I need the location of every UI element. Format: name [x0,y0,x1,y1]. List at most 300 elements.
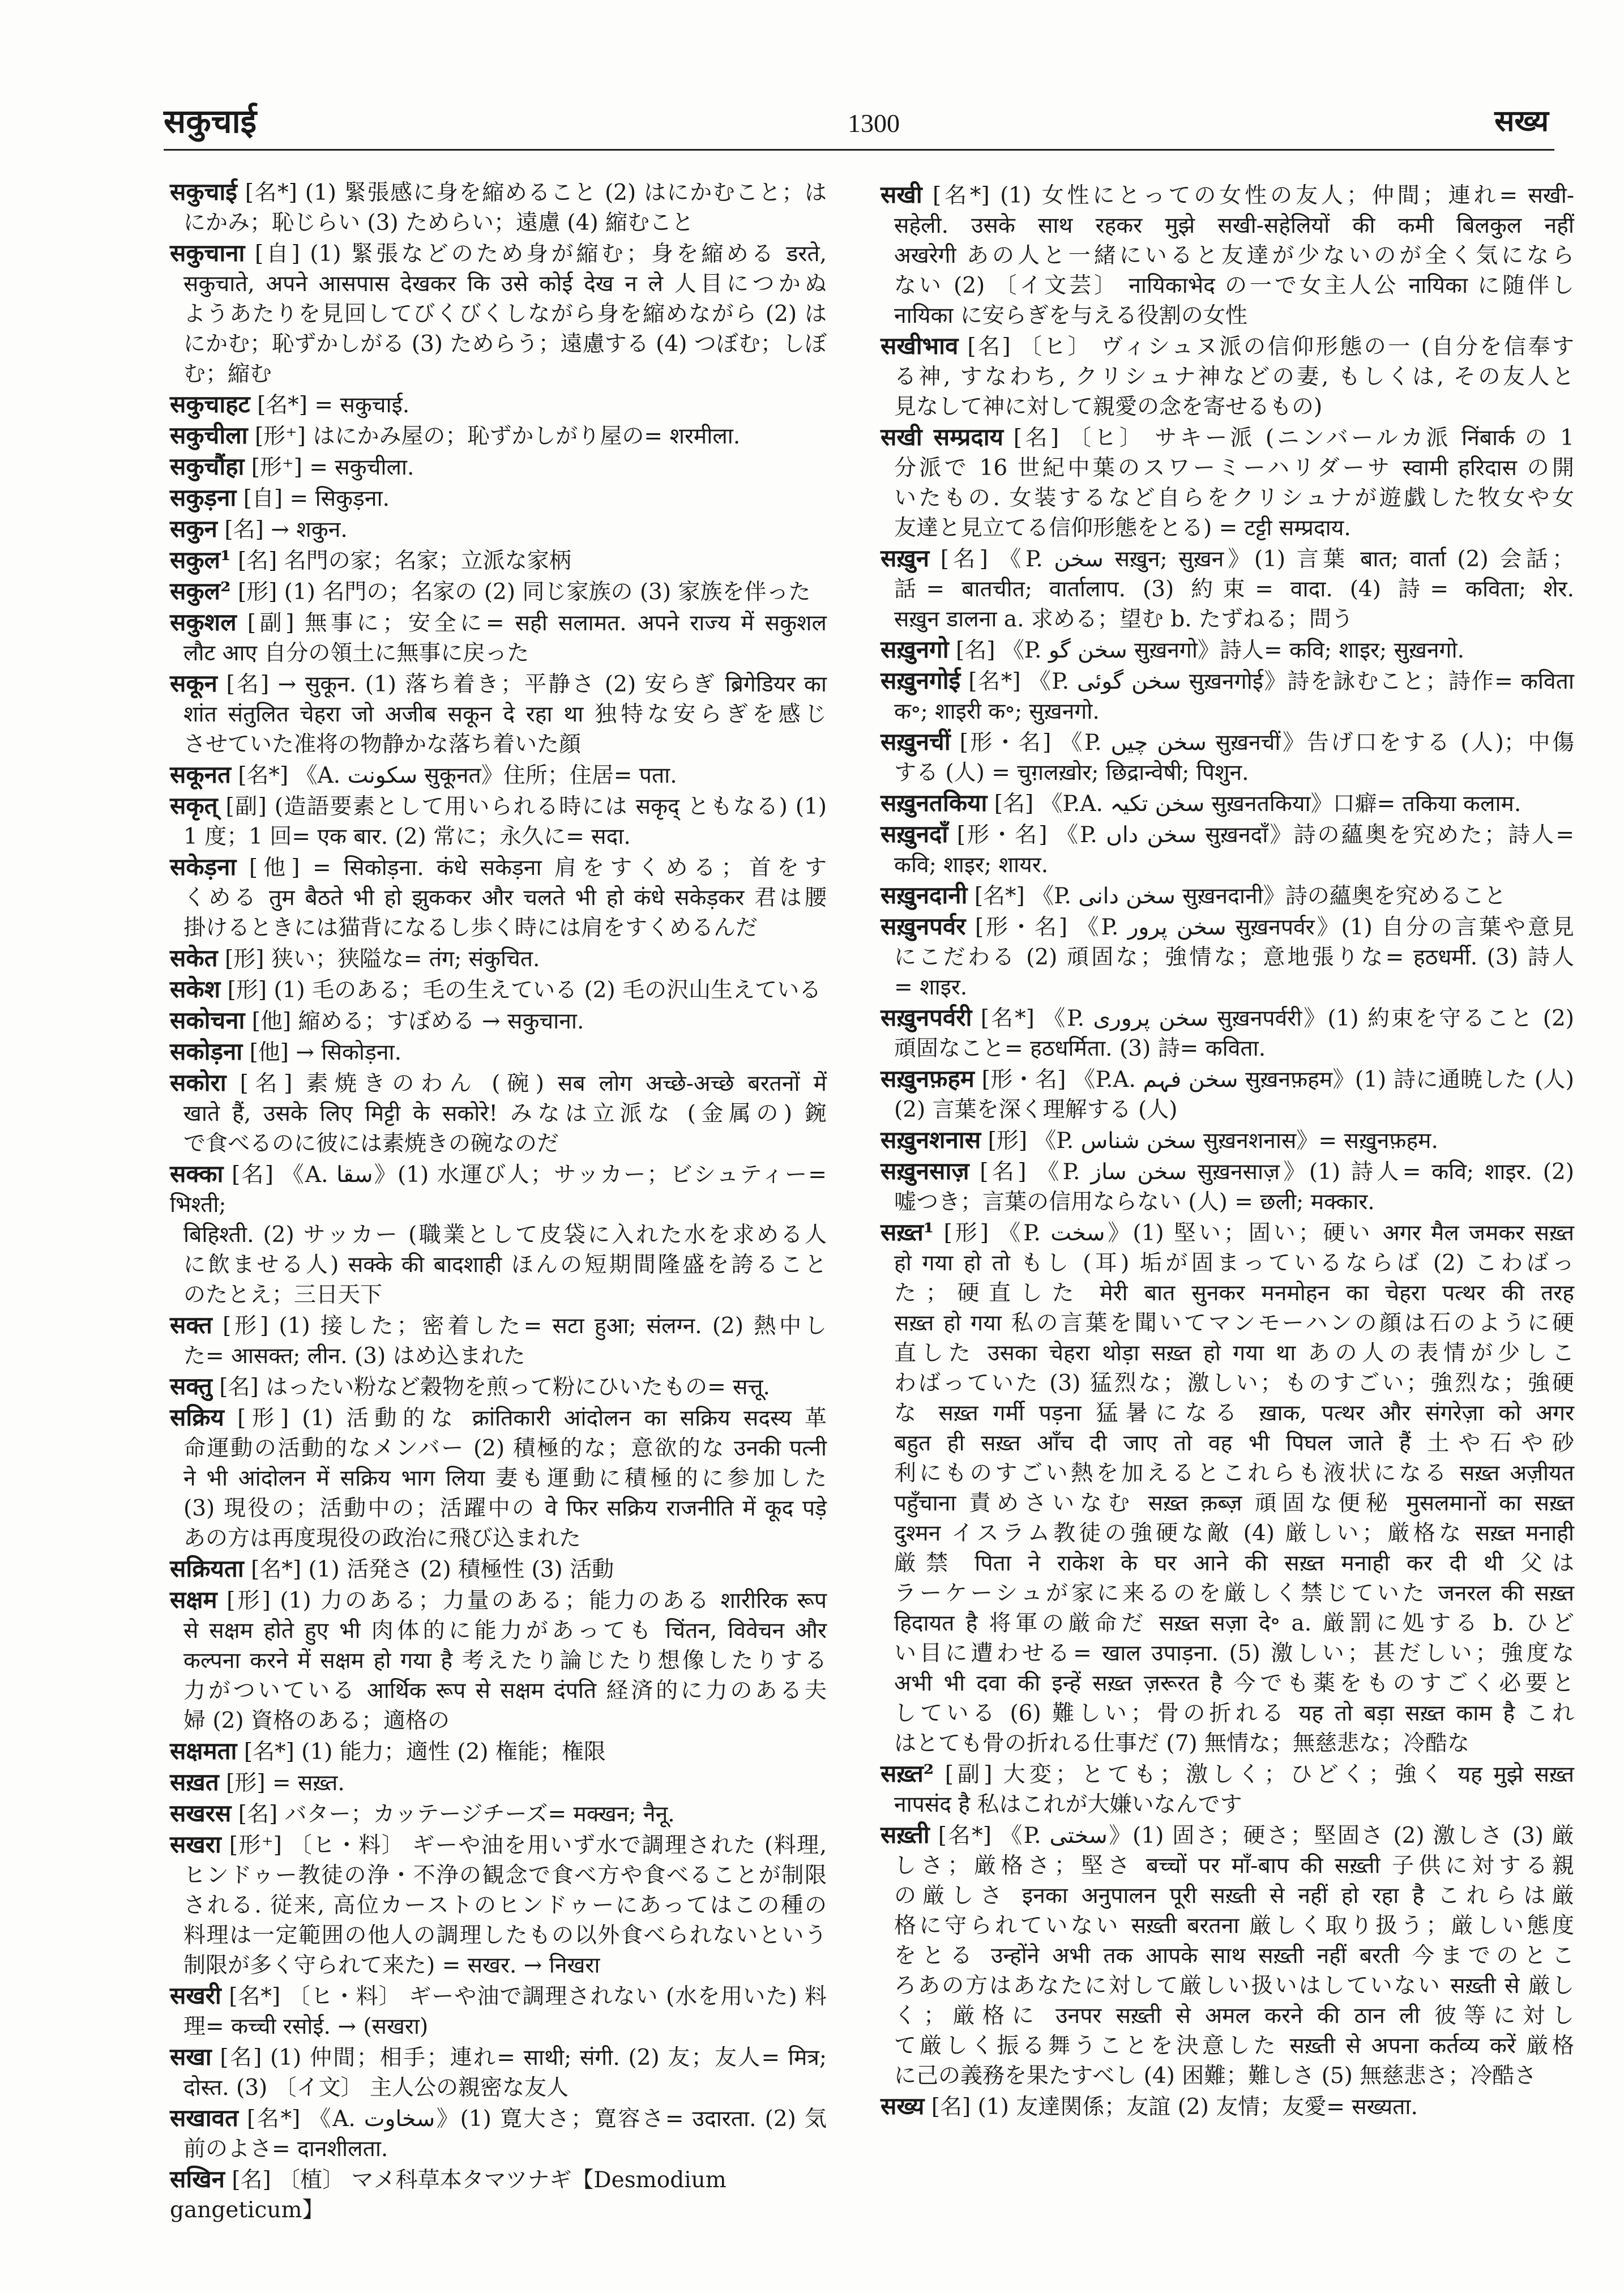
headword: सकुचाहट [170,390,250,418]
definition-text: [名] 素焼きのわん (碗) सब लोग अच्छे-अच्छे बरतनों में [240,1071,827,1096]
entry-line [881,819,1574,850]
dictionary-entry [170,1371,827,1402]
entry-line [881,1608,1574,1638]
definition-text: た= आसक्त; लीन. (3) はめ込まれた [183,1343,525,1369]
entry-line [170,974,827,1005]
entry-line [881,1458,1574,1488]
headword: सख़त [170,1768,219,1796]
headword: सक्त [170,1311,212,1339]
entry-line [170,1798,827,1829]
dictionary-entry [881,1002,1574,1064]
headword: सख़ुनगो [881,635,949,663]
definition-text: = शाइर. [894,975,968,1000]
entry-line [170,329,827,359]
entry-line [881,758,1574,788]
dictionary-entry [881,819,1574,880]
definition-text: に己の義務を果たすべし (4) 困難；難しさ (5) 無慈悲さ；冷酷さ [894,2063,1537,2089]
definition-text: いたもの. 女装するなど自らをクリシュナが遊戯した牧女や女 [894,485,1574,511]
entry-line [170,1829,827,1860]
definition-text: 話= बातचीत; वार्तालाप. (3) 約束= वादा. (4) 詩= कविता; शेर. [894,577,1574,602]
entry-line [881,727,1574,758]
entry-line [170,576,827,607]
definition-text: [名*] 《A. سخاوت》(1) 寛大さ；寛容さ= उदारता. (2) 気 [247,2106,827,2132]
entry-line [170,483,827,514]
headword: सख़ुनगोई [881,667,961,694]
entry-line [881,543,1574,574]
entry-line [881,1759,1574,1790]
definition-text: 命運動の活動的なメンバー (2) 積極的な；意欲的な उनकी पत्नी [183,1436,827,1461]
page-header [164,100,1554,147]
dictionary-entry [881,1759,1574,1820]
headword: सख़ुनपर्वर [881,912,966,940]
entry-line [170,1220,827,1250]
entry-line [170,943,827,974]
entry-line [881,1518,1574,1548]
definition-text: [名] バター；カッテージチーズ= मक्खन; नैनू. [238,1802,675,1827]
entry-line [881,665,1574,697]
entry-line [170,2042,827,2073]
dictionary-entry [170,759,827,791]
header-rule [164,149,1554,151]
definition-text: अखरेगी あの人と一緒にいると友達が少ないのが全く気になら [894,243,1574,268]
dictionary-entry [170,2164,827,2225]
definition-text: にかみ；恥じらい (3) ためらい；遠慮 (4) 縮むこと [183,210,694,236]
definition-text: て厳しく振る舞うことを決意した सख़्ती से अपना कर्तव्य करें 厳格 [894,2033,1574,2059]
definition-text: [自] = सिकुड़ना. [243,486,390,511]
entry-line [881,241,1574,271]
entry-line [881,1790,1574,1820]
definition-text: 厳禁 पिता ने राकेश के घर आने की सख़्त मनाही कर दी थी 父は [894,1551,1574,1576]
dictionary-entry [881,422,1574,543]
definition-text: にこだわる (2) 頑固な；強情な；意地張りな= हठधर्मी. (3) 詩人 [894,945,1574,970]
entry-line [170,1341,827,1371]
definition-text: ろあの方はあなたに対して厳しい扱いはしていない सख़्ती से 厳し [894,1973,1574,1999]
definition-text: しさ；厳格さ；堅さ बच्चों पर माँ-बाप की सख़्ती 子供に対する親 [894,1853,1574,1879]
dictionary-entry [170,1585,827,1736]
entry-line [170,822,827,852]
definition-text: [名] 〔ヒ〕 ヴィシュヌ派の信仰形態の一 (自分を信奉す [967,334,1574,360]
definition-text: बहुत ही सख़्त आँच दी जाए तो वह भी पिघल जाते हैं 土や石や砂 [894,1431,1574,1456]
entry-line [170,1920,827,1950]
dictionary-entry [170,1798,827,1829]
headword: सखिन [170,2165,225,2193]
dictionary-entry [881,543,1574,634]
definition-text: ようあたりを見回してびくびくしながら身を縮めながら (2) は [183,301,827,327]
entry-line [170,1250,827,1280]
headword: सकुशल [170,608,237,636]
definition-text: दोस्त. (3) 〔イ文〕 主人公の親密な友人 [183,2075,569,2101]
entry-line [170,1553,827,1585]
headword: सकून [170,669,217,697]
entry-line [881,972,1574,1002]
entry-line [170,1068,827,1099]
headword: सख़ुनतकिया [881,789,988,817]
entry-line [170,668,827,699]
entry-line [170,177,827,208]
entry-line [881,942,1574,972]
entry-line [881,1217,1574,1248]
entry-line [170,759,827,791]
headword: सकूनत [170,761,231,788]
definition-text: で食べるのに彼には素焼きの碗なのだ [183,1131,559,1156]
entry-line [881,331,1574,362]
definition-text: [名] 名門の家；名家；立派な家柄 [237,548,571,574]
entry-line [170,1981,827,2012]
entry-line [170,791,827,822]
entry-line [170,1706,827,1736]
definition-text: わばっていた (3) 猛烈な；激しい；ものすごい；強烈な；強硬 [894,1371,1574,1396]
headword: सखावत [170,2104,238,2132]
entry-line [170,1493,827,1523]
entry-line [170,1159,827,1220]
dictionary-entry [170,238,827,389]
entry-line [881,453,1574,483]
headword: सकुचीला [170,421,248,449]
entry-line [170,2103,827,2134]
dictionary-entry [881,665,1574,727]
definition-text: ने भी आंदोलन में सक्रिय भाग लिया 妻も運動に積極的に参加した [183,1466,827,1491]
dictionary-entry [170,576,827,607]
entry-line [881,1187,1574,1217]
definition-text: [名] (1) 仲間；相手；連れ= साथी; संगी. (2) 友；友人= मित्र; [220,2045,827,2071]
definition-text: ない (2) 〔イ文芸〕 नायिकाभेद の一で女主人公 नायिका に随伴し [894,273,1574,298]
definition-text: [形] (1) 接した；密着した= सटा हुआ; संलग्न. (2) 熱中し [223,1313,827,1339]
dictionary-entry [170,1981,827,2042]
definition-text: [名] 〔植〕 マメ科草本タマツナギ【Desmodium gangeticum】 [170,2167,726,2223]
definition-text: [名] → शकुन. [224,517,348,543]
definition-text: あの方は再度現役の政治に飛び込まれた [183,1526,582,1551]
entry-line [881,513,1574,543]
definition-text: [名*] 《P. سختی》(1) 固さ；硬さ；堅固さ (2) 激しさ (3) 厳 [938,1823,1574,1849]
definition-text: をとる उन्होंने अभी तक आपके साथ सख़्ती नहीं बरती 今までのとこ [894,1943,1574,1969]
dictionary-entry [170,1402,827,1553]
entry-line [881,2031,1574,2061]
definition-text: [他] 縮める；すぼめる → सकुचाना. [251,1009,584,1034]
dictionary-entry [170,1553,827,1585]
entry-line [881,1698,1574,1728]
definition-text: [名] 《P.A. سخن تکیہ सुख़नतकिया》口癖= तकिया कलाम. [994,791,1522,817]
headword: सक्रिय [170,1403,224,1431]
definition-text: はとても骨の折れる仕事だ (7) 無情な；無慈悲な；冷酷な [894,1731,1470,1756]
definition-text: हो गया हो तो もし (耳) 垢が固まっているならば (2) こわばっ [894,1250,1574,1276]
definition-text: 1 度；1 回= एक बार. (2) 常に；永久に= सदा. [183,824,631,850]
dictionary-entry [170,514,827,545]
entry-line [170,1676,827,1706]
dictionary-entry [170,1829,827,1981]
definition-text: な सख़्त गर्मी पड़ना 猛暑になる ख़ाक, पत्थर और संगरेज़ा को अगर [894,1401,1574,1426]
headword: सकुड़ना [170,484,237,511]
entry-line [170,1616,827,1646]
headword: सखरस [170,1799,232,1827]
definition-text: のたとえ；三日天下 [183,1282,383,1308]
entry-line [881,697,1574,727]
entry-line [170,420,827,451]
definition-text: [名*] (1) 活発さ (2) 積極性 (3) 活動 [251,1557,614,1582]
dictionary-entry [170,607,827,668]
entry-line [881,1002,1574,1034]
entry-line [170,1890,827,1920]
headword: सकुचौंहा [170,453,245,480]
entry-line [881,1728,1574,1759]
entry-line [881,180,1574,211]
headword: सकृत् [170,792,218,820]
entry-line [881,1278,1574,1308]
dictionary-entry [170,1736,827,1767]
headword: सख़ुनफ़हम [881,1065,975,1092]
entry-line [881,271,1574,301]
definition-text: ラーケーシュが家に来るのを厳しく禁じていた जनरल की सख़्त [894,1581,1574,1606]
entry-line [881,1851,1574,1881]
entry-line [170,1036,827,1068]
definition-text: [形] 《P. سخت》(1) 堅い；固い；硬い अगर मैल जमकर सख़्त [943,1220,1574,1246]
headword: सक्षमता [170,1737,237,1765]
dictionary-entry [881,2091,1574,2122]
headword: सकोरा [170,1069,226,1096]
entry-line [170,514,827,545]
entry-line [881,483,1574,513]
entry-line [170,1463,827,1493]
entry-line [170,2134,827,2164]
definition-text: [名*] 《P. سخن دانی सुख़नदानी》詩の蘊奥を究めること [974,883,1506,909]
entry-line [170,1767,827,1798]
definition-text: [名] 《P. سخن ساز सुख़नसाज़》(1) 詩人= कवि; शाइर. (2) [980,1159,1574,1185]
entry-line [881,911,1574,942]
entry-line [170,1280,827,1310]
entry-line [881,788,1574,819]
entry-line [881,1548,1574,1578]
headword: सख्य [881,2092,925,2120]
definition-text: (2) 言葉を深く理解する (人) [894,1097,1178,1122]
entry-line [170,545,827,576]
definition-text: に飲ませる人) सक्के की बादशाही ほんの短期間隆盛を誇ること [183,1252,827,1278]
definition-text: 見なして神に対して親愛の念を寄せるもの) [894,394,1323,420]
definition-text: 力がついている आर्थिक रूप से सक्षम दंपति 経済的に力のある夫 [183,1678,827,1704]
guide-word-left: सकुचाई [164,102,257,140]
entry-line [881,2001,1574,2031]
headword: सखरी [170,1982,221,2009]
dictionary-entry [881,1217,1574,1759]
definition-text: している (6) 難しい；骨の折れる यह तो बड़ा सख़्त काम है これ [894,1701,1574,1726]
entry-line [170,2164,827,2225]
headword: सख़ुनपर्वरी [881,1004,972,1031]
entry-line [881,2061,1574,2091]
headword: सख़ुनचीं [881,728,951,756]
definition-text: [他] → सिकोड़ना. [249,1040,402,1065]
headword: सकुन [170,515,217,543]
definition-text: む；縮む [183,361,272,387]
definition-text: ヒンドゥー教徒の浄・不浄の観念で食べ方や食べることが制限 [183,1863,827,1888]
definition-text: [名*] (1) 緊張感に身を縮めること (2) はにかむこと；は [245,180,827,206]
definition-text: [形] (1) 力のある；力量のある；能力のある शारीरिक रूप [226,1588,827,1614]
entry-line [170,852,827,883]
dictionary-entry [170,1159,827,1310]
entry-line [881,211,1574,241]
entry-line [170,1099,827,1129]
definition-text: る神, すなわち, クリシュナ神などの妻, もしくは, その友人と [894,364,1574,390]
dictionary-entry [170,1036,827,1068]
entry-line [881,422,1574,453]
definition-text: く；厳格に उनपर सख़्ती से अमल करने की ठान ली 彼等に対し [894,2003,1574,2029]
headword: सखा [170,2043,212,2071]
headword: सखीभाव [881,332,959,360]
dictionary-entry [881,788,1574,819]
definition-text: 料理は一定範囲の他人の調理したもの以外食べられないという [183,1923,827,1948]
headword: सखरा [170,1830,221,1858]
dictionary-entry [881,1820,1574,2091]
definition-text: क॰; शाइरी क॰; सुख़नगो. [894,699,1100,724]
entry-line [881,1820,1574,1851]
definition-text: [副] 無事に；安全に= सही सलामत. अपने राज्य में सकुशल [247,611,827,636]
entry-line [881,574,1574,604]
definition-text: सकुचाते, अपने आसपास देखकर कि उसे कोई देख न ले 人目につかぬ [183,271,827,297]
definition-text: 制限が多く守られて来た) = सखर. → निखरा [183,1953,600,1978]
dictionary-entry [881,1064,1574,1125]
headword: सकुचाना [170,239,245,267]
entry-line [170,2012,827,2042]
definition-text: 直した उसका चेहरा थोड़ा सख़्त हो गया था あの人の表情が少しこ [894,1341,1574,1366]
definition-text: [副] 大変；とても；激しく；ひどく；強く यह मुझे सख़्त [945,1762,1574,1787]
entry-line [881,392,1574,422]
dictionary-entry [170,1005,827,1036]
entry-line [170,883,827,913]
definition-text: [副] (造語要素として用いられる時には सकृद् ともなる) (1) [225,794,827,820]
entry-line [170,1860,827,1890]
dictionary-entry [881,180,1574,331]
definition-text: 掛けるときには猫背になるし歩く時には肩をすくめるんだ [183,915,758,941]
entry-line [881,1398,1574,1428]
entry-line [170,238,827,269]
definition-text: くめる तुम बैठते भी हो झुककर और चलते भी हो कंधे सकेड़कर 君は腰 [183,885,827,911]
entry-line [170,729,827,759]
headword: सख़ुनशनास [881,1126,981,1154]
entry-line [170,1523,827,1553]
dictionary-entry [170,791,827,852]
entry-line [881,1095,1574,1125]
definition-text: [名*] (1) 女性にとっての女性の友人；仲間；連れ= सखी- [932,183,1574,208]
right-column [881,180,1574,2122]
definition-text: [形] 狭い；狭隘な= तंग; संकुचित. [225,946,540,972]
headword: सखी [881,181,922,208]
dictionary-entry [881,634,1574,665]
definition-text: 格に守られていない सख़्ती बरतना 厳しく取り扱う；厳しい態度 [894,1913,1574,1939]
definition-text: [名*] = सकुचाई. [257,392,410,418]
entry-line [881,1881,1574,1911]
definition-text: 婦 (2) 資格のある；適格の [183,1708,450,1734]
entry-line [170,1129,827,1159]
definition-text: [形] = सख़्त. [226,1770,345,1796]
definition-text: 利にものすごい熱を加えるとこれらも液状になる सख़्त अज़ीयत [894,1461,1574,1486]
definition-text: 頑固なこと= हठधर्मिता. (3) 詩= कविता. [894,1036,1266,1061]
entry-line [170,1402,827,1433]
dictionary-entry [170,389,827,420]
entry-line [170,913,827,943]
definition-text: [名*] 《P. سخن گوئی सुख़नगोई》詩を詠むこと；詩作= कविता [968,669,1574,694]
entry-line [170,1005,827,1036]
headword: सकोड़ना [170,1038,243,1065]
entry-line [881,1428,1574,1458]
definition-text: い目に遭わせる= खाल उपाड़ना. (5) 激しい；甚だしい；強度な [894,1641,1574,1666]
dictionary-entry [170,451,827,483]
entry-line [170,1646,827,1676]
definition-text: [名] 〔ヒ〕 サキー派 (ニンバールカ派 निंबार्क の 1 [1013,425,1574,451]
entry-line [881,1034,1574,1064]
dictionary-entry [170,668,827,759]
entry-line [881,1668,1574,1698]
definition-text: [名*] (1) 能力；適性 (2) 権能；権限 [243,1739,606,1765]
entry-line [170,607,827,638]
definition-text: [形・名] 《P. سخن چیں सुख़नचीं》告げ口をする (人)；中傷 [959,730,1574,756]
headword: सकुल² [170,577,231,605]
entry-line [170,699,827,729]
definition-text: [名] はったい粉など穀物を煎って粉にひいたもの= सत्तू. [219,1375,770,1400]
entry-line [881,1248,1574,1278]
headword: सखी सम्प्रदाय [881,423,1003,451]
headword: सख़्ती [881,1821,930,1849]
entry-line [881,634,1574,665]
headword: सख़्त² [881,1760,934,1787]
headword: सक्तु [170,1372,212,1400]
dictionary-entry [881,1156,1574,1217]
headword: सख़्त¹ [881,1218,934,1246]
dictionary-entry [170,1767,827,1798]
definition-text: [自] (1) 緊張などのため身が縮む；身を縮める डरते, [254,241,827,267]
entry-line [881,1578,1574,1608]
dictionary-entry [170,974,827,1005]
definition-text: [他] = सिकोड़ना. कंधे सकेड़ना 肩をすくめる；首をす [249,855,827,881]
headword: सख़ुनदाँ [881,820,948,848]
entry-line [170,389,827,420]
definition-text: [形⁺] = सकुचीला. [251,455,414,480]
entry-line [170,638,827,668]
definition-text: 友達と見立てる信仰形態をとる) = टट्टी सम्प्रदाय. [894,515,1351,541]
headword: सकुचाई [170,178,237,206]
definition-text: नापसंद है 私はこれが大嫌いなんです [894,1792,1242,1817]
definition-text: 理= कच्ची रसोई. → (सखरा) [183,2014,429,2039]
definition-text: [形] (1) 毛のある；毛の生えている (2) 毛の沢山生えている [227,978,822,1003]
dictionary-entry [881,880,1574,911]
definition-text: する (人) = चुग़लख़ोर; छिद्रान्वेषी; पिशुन. [894,760,1249,786]
headword: सख़ुनदानी [881,881,968,909]
definition-text: [形] 《P. سخن شناس सुख़नशनास》= सख़ुनफ़हम. [988,1128,1438,1154]
dictionary-entry [170,2042,827,2103]
definition-text: させていた准将の物静かな落ち着いた顔 [183,732,582,757]
definition-text: の厳しさ इनका अनुपालन पूरी सख़्ती से नहीं हो रहा है これらは厳 [894,1883,1574,1909]
page-number: 1300 [848,109,900,138]
dictionary-entry [881,331,1574,422]
definition-text: 分派で 16 世紀中葉のスワーミーハリダーサ स्वामी हरिदास の開 [894,455,1574,481]
entry-line [170,1585,827,1616]
definition-text: 前のよさ= दानशीलता. [183,2136,388,2162]
definition-text: कवि; शाइर; शायर. [894,852,1049,878]
entry-line [170,1371,827,1402]
definition-text: [名*] 〔ヒ・料〕 ギーや油で調理されない (水を用いた) 料 [229,1984,827,2009]
definition-text: खाते हैं, उसके लिए मिट्टी के सकोरे! みなは立派な (金属の) 鋺 [183,1101,827,1126]
definition-text: अभी भी दवा की इन्हें सख़्त ज़रूरत है 今でも薬をものすごく必要と [894,1671,1574,1696]
entry-line [170,299,827,329]
headword: सकेश [170,975,221,1003]
headword: सख़ुन [881,544,930,572]
entry-line [881,1941,1574,1971]
definition-text: दुश्मन イスラム教徒の強硬な敵 (4) 厳しい；厳格な सख़्त मनाही [894,1521,1574,1546]
definition-text: [形⁺] 〔ヒ・料〕 ギーや油を用いず水で調理された (料理, [229,1833,827,1858]
definition-text: [名] 《P. سخن گو सुख़नगो》詩人= कवि; शाइर; सुख़नगो. [956,638,1464,663]
definition-text: बिहिश्ती. (2) サッカー (職業として皮袋に入れた水を求める人 [183,1222,827,1248]
entry-line [170,208,827,238]
entry-line [881,604,1574,634]
definition-text: सहेली. उसके साथ रहकर मुझे सखी-सहेलियों की कमी बिलकुल नहीं [894,213,1574,238]
dictionary-entry [170,2103,827,2164]
entry-line [170,359,827,389]
